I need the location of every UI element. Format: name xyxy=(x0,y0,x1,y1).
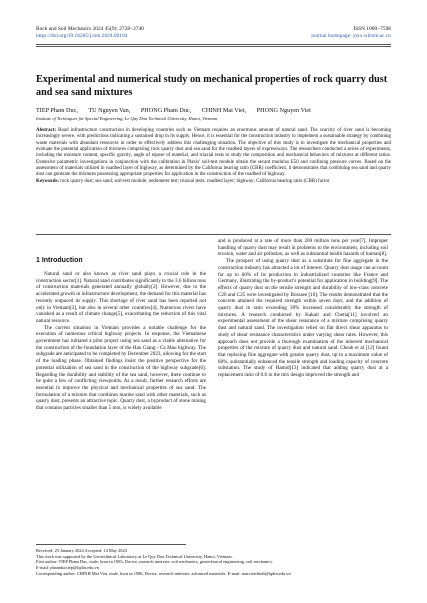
abstract-label: Abstract: xyxy=(36,128,57,133)
author: CHINH Mai Viet, xyxy=(201,107,247,114)
abstract-text: Road infrastructure construction in developing countries such as Vietnam requires an enormous amount of natural sand. The scarcity of river sand is becoming increasingly severe, with predictions indicating a sustained drop in its supply. Hence, it is essential for the construction industry to implement a sustainable strategy by combining waste materials with abundant resources in order to effectively address this challenging situation. The objective of this study is to investigate the mechanical properties and evaluate the potential application of mixtures comprising rock quarry dust and sea sand for the roadbed layers of expressways. The researchers conducted a series of experiments, including the moisture content, specific gravity, angle of repose of material, and triaxial tests to study the composition and mechanical behaviors of mixtures at different ratios. Extensive parametric investigations in conjunction with the calibration in Plaxis' soil-test module obtain the secant modulus E50 and confining pressure curves. Based on the assessment of materials utilized in roadbed layer of highway, as determined by the California bearing ratio (CBR) coefficient, it demonstrates that combining sea sand and quarry dust can generate the mixtures possessing appropriate properties for application in the construction of the roadbed of highway. xyxy=(36,128,391,178)
left-column xyxy=(36,256,206,412)
abstract-divider xyxy=(36,234,391,235)
issn: ISSN 1000−7598 xyxy=(353,26,391,32)
first-author-note: First author: TIEP Pham Duc, male, born in 1983, Doctor, research interests: soil mechanics, geotechnical engineering, soil mechanics. xyxy=(36,559,274,565)
received-dates: Received: 25 January 2024 Accepted: 14 May 2024 xyxy=(36,548,127,553)
journal-homepage-link[interactable]: journal homepage: ytxx.whrsm.ac.cn xyxy=(311,33,391,39)
paper-title: Experimental and numerical study on mechanical properties of rock quarry dust and sea sand mixtures xyxy=(36,74,388,98)
author: PHONG Pham Duc, xyxy=(140,107,192,114)
paragraph: The prospect of using quarry dust as a substitute for fine aggregate in the construction industry has attracted a lot of interest. Quarry dust usage can account for up to 60% of its production in industrialized countries like France and Germany, illustrating the by-product's potential for application in building[9]. The effects of quarry dust on the tensile strength and durability of low-class concrete C20 and C25 were investigated by Borsaee [10]. The results demonstrated that the concrete attained the required strength within seven days, and the addition of quarry dust in ratio exceeding 30% increased considerably the strength of mixtures. A research conducted by Kakati and Chetia[11] involved an experimental assessment of the shear resistance of a mixture comprising quarry dust and natural sand. The investigation relied on flat direct shear apparatus to study of shear resistance characteristics under varying shear rates. However, this approach does not provide a thorough examination of the inherent mechanical properties of the mixture of quarry dust and natural sand. Cheah et al [12] found that replacing fine aggregate with granite quarry dust, up to a maximum value of 60%, substantially enhanced the tensile strength and loading capacity of concrete substation. The study of Hamid[13] indicated that adding quarry dust at a replacement ratio of 0.6 in the mix design improved the strength and xyxy=(218,258,388,379)
footnotes xyxy=(36,548,391,577)
funding-note: This work was supported by the Geotechnical Laboratory at Le Quy Don Technical University, Hanoi, Vietnam. xyxy=(36,553,233,559)
journal-citation: Rock and Soil Mechanics 2024 45(9): 2728−2740 xyxy=(36,26,144,32)
paragraph: The current situation in Vietnam provides a notable challenge for the execution of numerous critical highway projects. In response, the Vietnamese government has initiated a pilot project using sea sand as a viable alternative for the construction of the foundation layer of the Hau Giang - Ca Mau highway. The subgrade are anticipated to be completed by December 2023, allowing for the start of the loading phase. Obtained findings insist the positive perspective for the potential utilization of sea sand in the construction of the highway subgrade[6]. Regarding the durability and stability of the sea sand, however, there continue to be quite a few of conflicting viewpoints. As a result, further research efforts are essential to improve the physical and mechanical properties of sea sand. The formulation of a mixture that combines marine sand with other materials, such as quarry dust, presents an attractive topic. Quarry dust, a byproduct of stone mining that contains particles smaller than 5 mm, is widely available xyxy=(36,324,207,412)
keywords-text: rock quarry dust; sea sand; soil-test module; oedometer test; triaxial tests; roadbed layer; highway; California bearing ratio (CBR) factor xyxy=(60,178,330,184)
institution: Institute of Techniques for Special Engineering, Le Quy Don Technical University, Hanoi, Vietnam xyxy=(36,116,218,121)
doi-link[interactable]: https://doi.org/10.16285/j.rsm.2024.00104 xyxy=(36,33,128,39)
paragraph: Natural sand or also known as river sand plays a crucial role in the construction sector[1]. Natural sand contributes significantly to the 3.6 billion tons of construction materials generated annually globally[2]. However, due to the accelerated growth in infrastructure development, the demand for this material has recently outpaced its supply. This shortage of river sand has been reported not only in Vietnam[3], but also in several other countries[4]. Numerous rivers have vanished as a result of climate change[5], exacerbating the reduction of this vital natural resource. xyxy=(36,271,206,324)
author-list xyxy=(36,107,391,115)
right-column xyxy=(218,238,388,379)
author: TU Nguyen Van, xyxy=(88,107,131,114)
author: TIEP Pham Duc, xyxy=(36,107,78,114)
section-heading-introduction: 1 Introduction xyxy=(36,257,83,264)
paragraph-continuation: and is produced at a rate of more than 200 million tons per year[7]. Improper handling of quarry dust may result in problems to the environment, including soil erosion, water and air pollution, as well as substantial health hazards of human[8]. xyxy=(218,238,388,258)
header-divider xyxy=(36,44,391,45)
first-author-email: E-mail: phamductiep@lqdtu.edu.vn xyxy=(36,565,99,571)
abstract xyxy=(36,128,391,185)
footnote-divider xyxy=(36,544,186,545)
header-divider-second xyxy=(36,46,391,47)
keywords-label: Keywords: xyxy=(36,178,60,184)
corresponding-author-note: Corresponding author: CHINH Mai Viet, male, born in 1986, Doctor, research interests: advanced materials. E-mail: maivietchinh@lqdtu.edu.vn xyxy=(36,570,291,576)
author: PHONG Nguyen Viet xyxy=(256,107,311,114)
